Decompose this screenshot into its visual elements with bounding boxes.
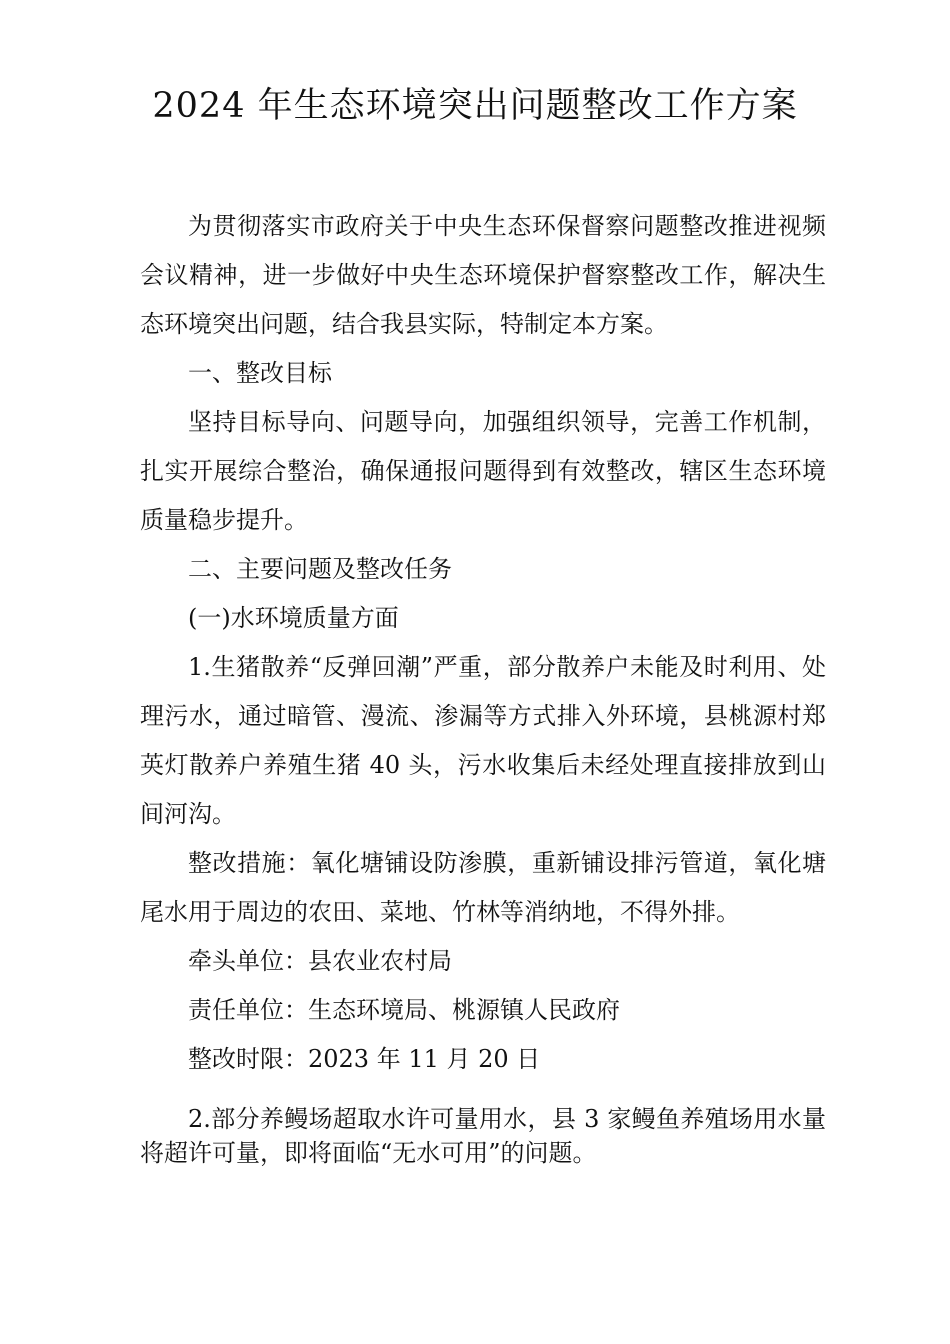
issue-1-responsible-units: 责任单位：生态环境局、桃源镇人民政府 xyxy=(188,996,620,1024)
subsection-heading-water: (一)水环境质量方面 xyxy=(188,604,399,632)
issue-2-paragraph: 2.部分养鳗场超取水许可量用水，县 3 家鳗鱼养殖场用水量将超许可量，即将面临“无水可用”的问题。 xyxy=(140,1105,826,1167)
intro-paragraph: 为贯彻落实市政府关于中央生态环保督察问题整改推进视频会议精神，进一步做好中央生态环境保护督察整改工作，解决生态环境突出问题，结合我县实际，特制定本方案。 xyxy=(140,212,826,338)
document-title: 2024 年生态环境突出问题整改工作方案 xyxy=(152,86,798,126)
issue-1-lead-unit: 牵头单位：县农业农村局 xyxy=(188,947,452,975)
issue-1-measures: 整改措施：氧化塘铺设防渗膜，重新铺设排污管道，氧化塘尾水用于周边的农田、菜地、竹林等消纳地，不得外排。 xyxy=(140,849,826,926)
section-heading-tasks: 二、主要问题及整改任务 xyxy=(188,555,452,583)
issue-1-paragraph: 1.生猪散养“反弹回潮”严重，部分散养户未能及时利用、处理污水，通过暗管、漫流、渗漏等方式排入外环境，县桃源村郑英灯散养户养殖生猪 40 头，污水收集后未经处理直接排放到山间河沟。 xyxy=(140,653,826,828)
section-heading-goals: 一、整改目标 xyxy=(188,359,332,387)
issue-1-deadline: 整改时限：2023 年 11 月 20 日 xyxy=(188,1045,541,1073)
document-body xyxy=(140,202,826,1170)
goals-paragraph: 坚持目标导向、问题导向，加强组织领导，完善工作机制，扎实开展综合整治，确保通报问题得到有效整改，辖区生态环境质量稳步提升。 xyxy=(140,408,826,534)
